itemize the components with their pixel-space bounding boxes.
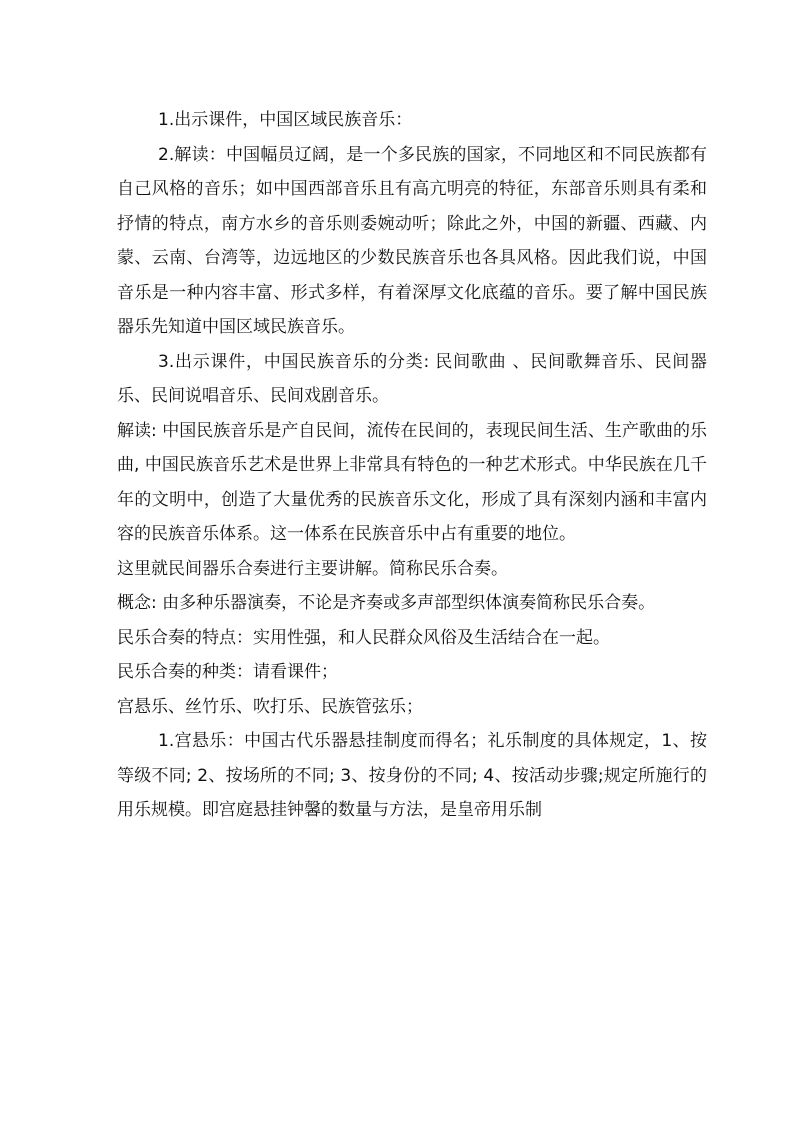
paragraph-interpretation-folk: 解读: 中国民族音乐是产自民间，流传在民间的，表现民间生活、生产歌曲的乐曲, 中国民族音乐艺术是世界上非常具有特色的一种艺术形式。中华民族在几千年的文明中，创造了大量优秀的民族音乐文化，形成了具有深刻内涵和丰富内容的民族音乐体系。这一体系在民族音乐中占有重要的地位。 [117, 420, 707, 544]
paragraph-ensemble-intro: 这里就民间器乐合奏进行主要讲解。简称民乐合奏。 [117, 558, 508, 579]
paragraph-music-classification: 3.出示课件，中国民族音乐的分类: 民间歌曲 、民间歌舞音乐、民间器乐、民间说唱音乐、民间戏剧音乐。 [117, 351, 707, 406]
paragraph-features: 民乐合奏的特点：实用性强，和人民群众风俗及生活结合在一起。 [117, 627, 610, 648]
document-body [117, 103, 707, 828]
paragraph-gongxuan: 1.宫悬乐：中国古代乐器悬挂制度而得名；礼乐制度的具体规定，1、按等级不同; 2、按场所的不同; 3、按身份的不同; 4、按活动步骤;规定所施行的用乐规模。即宫庭悬挂钟馨的数量与方法，是皇帝用乐制 [117, 731, 707, 820]
paragraph-courseware-regional-music: 1.出示课件，中国区域民族音乐： [158, 110, 413, 130]
paragraph-concept: 概念: 由多种乐器演奏，不论是齐奏或多声部型织体演奏简称民乐合奏。 [117, 593, 656, 613]
paragraph-types: 民乐合奏的种类：请看课件； [117, 662, 338, 682]
paragraph-types-list: 宫悬乐、丝竹乐、吹打乐、民族管弦乐； [117, 696, 423, 717]
paragraph-interpretation-regional: 2.解读：中国幅员辽阔，是一个多民族的国家，不同地区和不同民族都有自己风格的音乐；如中国西部音乐且有高亢明亮的特征，东部音乐则具有柔和抒情的特点，南方水乡的音乐则委婉动听；除此之外，中国的新疆、西藏、内蒙、云南、台湾等，边远地区的少数民族音乐也各具风格。因此我们说，中国音乐是一种内容丰富、形式多样，有着深厚文化底蕴的音乐。要了解中国民族器乐先知道中国区域民族音乐。 [117, 144, 707, 337]
